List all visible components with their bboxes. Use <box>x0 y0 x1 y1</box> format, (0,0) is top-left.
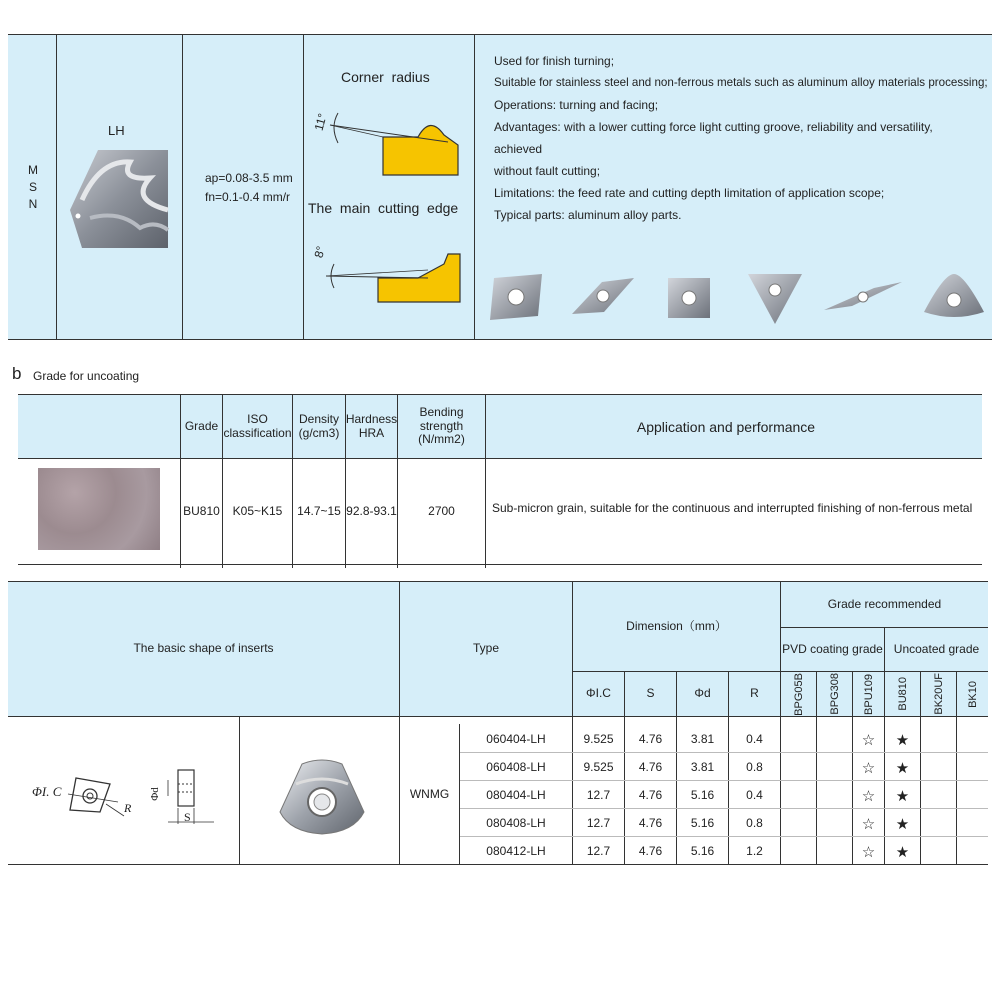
fn-value: fn=0.1-0.4 mm/r <box>205 190 291 204</box>
header-hardness: Hardness HRA <box>345 411 398 440</box>
code-letter-s: S <box>28 180 37 194</box>
header-type: Type <box>472 641 499 656</box>
row-application: Sub-micron grain, suitable for the continuous and interrupted finishing of non-ferrous metal <box>492 501 973 515</box>
row-r: 1.2 <box>746 844 763 859</box>
row-model: 080412-LH <box>486 844 546 859</box>
header-dim-ic: ΦI.C <box>586 686 611 701</box>
description <box>494 50 988 226</box>
type-name: WNMG <box>409 787 450 802</box>
row-d: 5.16 <box>690 788 715 803</box>
grade-mark: ★ <box>895 788 910 805</box>
row-d: 5.16 <box>690 844 715 859</box>
row-model: 080408-LH <box>486 816 546 831</box>
header-dimension: Dimension（mm） <box>626 618 727 633</box>
insert-image-wcmt <box>924 274 984 317</box>
label-r: R <box>124 801 132 815</box>
grade-mark <box>957 810 988 838</box>
row-s: 4.76 <box>638 816 663 831</box>
row-model: 080404-LH <box>486 788 546 803</box>
header-dim-r: R <box>750 686 759 701</box>
row-r: 0.4 <box>746 788 763 803</box>
grade-mark: ★ <box>895 844 910 861</box>
grade-mark: ☆ <box>861 732 876 749</box>
description-line: Suitable for stainless steel and non-ferrous metals such as aluminum alloy materials processing; <box>494 76 988 89</box>
section-b-title: Grade for uncoating <box>33 369 140 383</box>
section-b-letter: b <box>12 364 22 383</box>
row-d: 3.81 <box>690 732 715 747</box>
grade-mark <box>781 810 816 838</box>
row-ic: 9.525 <box>583 732 614 747</box>
grade-mark <box>921 754 956 782</box>
grade-mark: ☆ <box>861 816 876 833</box>
row-hardness: 92.8-93.1 <box>346 503 397 518</box>
grade-sample-image <box>38 468 160 550</box>
grade-mark <box>817 782 852 810</box>
header-grade: Grade <box>184 418 219 433</box>
row-s: 4.76 <box>638 732 663 747</box>
insert-image-scmt <box>668 278 710 318</box>
grade-mark: ★ <box>895 732 910 749</box>
row-s: 4.76 <box>638 844 663 859</box>
label-ic: ΦI. C <box>32 784 62 799</box>
header-dim-d: Φd <box>694 686 711 701</box>
header-uncoated: Uncoated grade <box>893 641 980 656</box>
header-bending: Bending strength (N/mm2) <box>418 404 465 447</box>
grade-mark <box>957 754 988 782</box>
row-ic: 12.7 <box>586 816 611 831</box>
header-density: Density (g/cm3) <box>298 411 340 440</box>
row-r: 0.8 <box>746 816 763 831</box>
grade-mark <box>921 810 956 838</box>
label-d: Φd <box>148 787 161 801</box>
row-model: 060408-LH <box>486 760 546 775</box>
insert-image-tcmt <box>748 274 802 324</box>
grade-mark <box>817 754 852 782</box>
main-angle: 8° <box>311 244 328 260</box>
row-d: 5.16 <box>690 816 715 831</box>
header-grade-bk10: BK10 <box>966 680 979 708</box>
description-line: Limitations: the feed rate and cutting depth limitation of application scope; <box>494 186 885 200</box>
header-grade-bpu109: BPU109 <box>862 673 875 715</box>
insert-image-ccmt <box>490 274 542 320</box>
insert-image-dcmt <box>572 278 634 314</box>
header-grade-bpg308: BPG308 <box>828 673 841 715</box>
corner-radius-title: Corner radius <box>341 69 430 85</box>
row-s: 4.76 <box>638 760 663 775</box>
header-grade-bpg05b: BPG05B <box>792 672 805 716</box>
grade-mark <box>781 782 816 810</box>
grade-mark <box>921 838 956 866</box>
header-grade-bu810: BU810 <box>896 677 909 711</box>
row-d: 3.81 <box>690 760 715 775</box>
header-application: Application and performance <box>636 418 816 435</box>
insert-label: LH <box>108 123 125 138</box>
header-pvd: PVD coating grade <box>782 641 883 656</box>
description-line: without fault cutting; <box>494 164 601 178</box>
grade-mark <box>817 810 852 838</box>
header-grade-bk20uf: BK20UF <box>932 673 945 715</box>
header-grade-recommended: Grade recommended <box>827 596 942 611</box>
insert-gallery <box>484 268 984 328</box>
header-dim-s: S <box>646 686 655 701</box>
label-s: S <box>184 810 191 824</box>
corner-angle: 11° <box>311 111 330 133</box>
lh-insert-image <box>60 140 172 250</box>
description-line: Operations: turning and facing; <box>494 98 659 112</box>
grade-mark: ☆ <box>861 760 876 777</box>
row-ic: 9.525 <box>583 760 614 775</box>
grade-mark: ☆ <box>861 844 876 861</box>
grade-mark: ★ <box>895 816 910 833</box>
description-line: Used for finish turning; <box>494 54 615 68</box>
grade-mark <box>781 754 816 782</box>
main-edge-title: The main cutting edge <box>308 200 459 216</box>
main-edge-diagram <box>308 232 468 312</box>
row-r: 0.8 <box>746 760 763 775</box>
grade-mark <box>957 782 988 810</box>
row-r: 0.4 <box>746 732 763 747</box>
row-ic: 12.7 <box>586 844 611 859</box>
grade-mark <box>921 726 956 754</box>
grade-mark <box>781 726 816 754</box>
corner-radius-diagram <box>308 95 468 185</box>
grade-mark <box>957 838 988 866</box>
wnmg-insert-image <box>272 754 372 838</box>
header-iso: ISO classification <box>223 411 292 440</box>
row-ic: 12.7 <box>586 788 611 803</box>
header-basic-shape: The basic shape of inserts <box>133 641 274 656</box>
row-iso: K05~K15 <box>232 503 283 518</box>
grade-mark <box>817 838 852 866</box>
grade-mark: ★ <box>895 760 910 777</box>
row-grade: BU810 <box>183 503 220 518</box>
row-density: 14.7~15 <box>297 503 341 518</box>
ap-value: ap=0.08-3.5 mm <box>205 171 293 185</box>
row-bending: 2700 <box>428 503 455 518</box>
grade-mark <box>921 782 956 810</box>
row-s: 4.76 <box>638 788 663 803</box>
description-line: Typical parts: aluminum alloy parts. <box>494 208 682 222</box>
code-letter-m: M <box>28 163 38 177</box>
grade-mark <box>957 726 988 754</box>
grade-mark <box>781 838 816 866</box>
row-model: 060404-LH <box>486 732 546 747</box>
code-letters <box>26 162 40 213</box>
grade-mark: ☆ <box>861 788 876 805</box>
description-line: Advantages: with a lower cutting force light cutting groove, reliability and versatility, achieved <box>494 120 933 156</box>
code-letter-n: N <box>28 197 38 211</box>
insert-image-vcmt <box>824 282 902 310</box>
grade-mark <box>817 726 852 754</box>
